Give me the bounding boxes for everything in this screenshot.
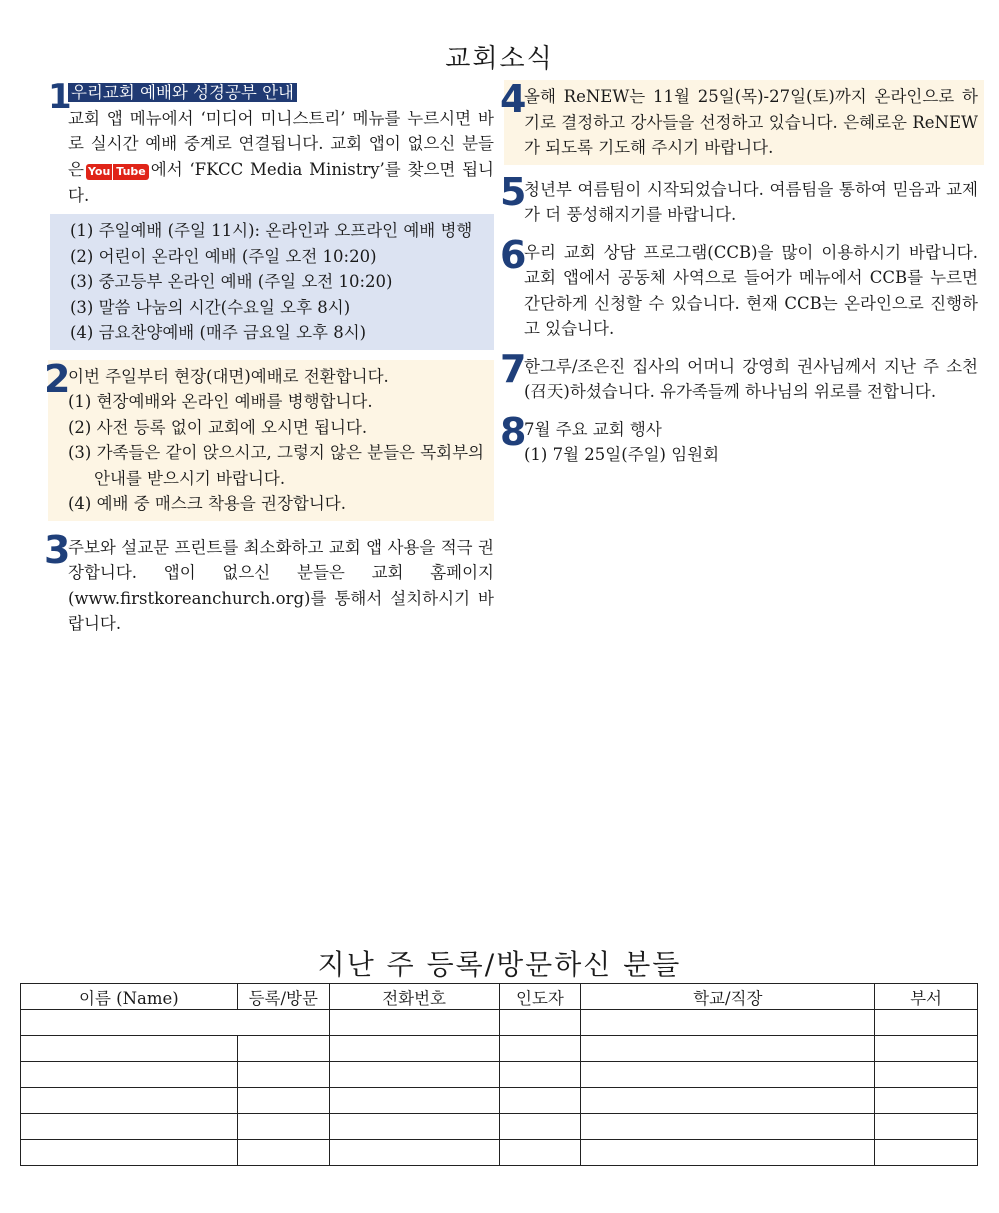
section-number: 6 bbox=[500, 232, 527, 277]
section-body: 한그루/조은진 집사의 어머니 강영희 권사님께서 지난 주 소천(召天)하셨습니다. 유가족들께 하나님의 위로를 전합니다. bbox=[524, 356, 978, 401]
table-cell bbox=[875, 1062, 978, 1088]
table-cell bbox=[237, 1062, 329, 1088]
section-3 bbox=[44, 527, 494, 637]
section-8 bbox=[500, 409, 984, 468]
table-cell bbox=[237, 1088, 329, 1114]
section-heading: 7월 주요 교회 행사 bbox=[524, 419, 662, 439]
table-cell bbox=[875, 1010, 978, 1036]
section-5 bbox=[500, 169, 984, 228]
table-cell bbox=[581, 1088, 875, 1114]
section-body: 우리 교회 상담 프로그램(CCB)을 많이 이용하시기 바랍니다. 교회 앱에서 공동체 사역으로 들어가 메뉴에서 CCB를 누르면 간단하게 신청할 수 있습니다. 현재 CCB는 온라인으로 진행하고 있습니다. bbox=[524, 242, 978, 338]
right-column bbox=[500, 77, 984, 468]
section-number: 3 bbox=[44, 527, 71, 572]
table-row bbox=[21, 1114, 978, 1140]
column-header: 전화번호 bbox=[329, 984, 499, 1010]
list-item: (1) 주일예배 (주일 11시): 온라인과 오프라인 예배 병행 bbox=[70, 221, 473, 241]
table-cell bbox=[581, 1062, 875, 1088]
table-cell bbox=[21, 1114, 238, 1140]
table-cell bbox=[499, 1062, 581, 1088]
section-1 bbox=[48, 77, 494, 350]
table-cell bbox=[581, 1010, 875, 1036]
section-6 bbox=[500, 232, 984, 342]
column-header: 부서 bbox=[875, 984, 978, 1010]
column-header: 등록/방문 bbox=[237, 984, 329, 1010]
page-title: 교회소식 bbox=[445, 44, 554, 74]
table-cell bbox=[499, 1114, 581, 1140]
section-body: 주보와 설교문 프린트를 최소화하고 교회 앱 사용을 적극 권장합니다. 앱이 없으신 분들은 교회 홈페이지(www.firstkoreanchurch.org)를 통해서 설치하시기 바랍니다. bbox=[68, 537, 494, 634]
section-heading: 이번 주일부터 현장(대면)예배로 전환합니다. bbox=[68, 366, 389, 386]
table-cell bbox=[499, 1088, 581, 1114]
list-item: (2) 사전 등록 없이 교회에 오시면 됩니다. bbox=[68, 417, 368, 437]
table-cell bbox=[329, 1010, 499, 1036]
list-item: (2) 어린이 온라인 예배 (주일 오전 10:20) bbox=[70, 246, 377, 266]
section-4 bbox=[500, 77, 984, 165]
section-number: 4 bbox=[500, 77, 527, 121]
section-number: 1 bbox=[48, 77, 72, 117]
youtube-logo-icon: You Tube bbox=[86, 157, 149, 183]
table-cell bbox=[21, 1036, 238, 1062]
section-body: 올해 ReNEW는 11월 25일(목)-27일(토)까지 온라인으로 하기로 결정하고 강사들을 선정하고 있습니다. 은혜로운 ReNEW가 되도록 기도해 주시기 바랍니다. bbox=[524, 87, 978, 157]
table-header-row bbox=[21, 984, 978, 1010]
table-cell bbox=[581, 1114, 875, 1140]
table-cell bbox=[329, 1088, 499, 1114]
section-7 bbox=[500, 346, 984, 405]
list-item: (4) 금요찬양예배 (매주 금요일 오후 8시) bbox=[70, 323, 367, 343]
column-header: 학교/직장 bbox=[581, 984, 875, 1010]
table-cell bbox=[499, 1140, 581, 1166]
section-number: 7 bbox=[500, 346, 527, 391]
list-item: (3) 가족들은 같이 앉으시고, 그렇지 않은 분들은 목회부의 안내를 받으시기 바랍니다. bbox=[68, 443, 484, 488]
table-row bbox=[21, 1062, 978, 1088]
table-cell bbox=[499, 1036, 581, 1062]
section-number: 2 bbox=[44, 356, 71, 401]
table-cell bbox=[329, 1114, 499, 1140]
table-cell bbox=[237, 1140, 329, 1166]
table-cell bbox=[329, 1140, 499, 1166]
registration-table bbox=[20, 983, 978, 1166]
table-cell bbox=[21, 1062, 238, 1088]
worship-schedule-box bbox=[50, 214, 494, 350]
list-item: (3) 말씀 나눔의 시간(수요일 오후 8시) bbox=[70, 297, 351, 317]
table-row bbox=[21, 1036, 978, 1062]
section-2 bbox=[44, 356, 494, 521]
list-item: (1) 7월 25일(주일) 임원회 bbox=[524, 445, 720, 464]
table-cell bbox=[21, 1010, 330, 1036]
list-item: (3) 중고등부 온라인 예배 (주일 오전 10:20) bbox=[70, 272, 393, 292]
table-cell bbox=[21, 1088, 238, 1114]
table-cell bbox=[875, 1114, 978, 1140]
table-row bbox=[21, 1088, 978, 1114]
section-number: 5 bbox=[500, 169, 527, 214]
table-row bbox=[21, 1140, 978, 1166]
table-cell bbox=[329, 1036, 499, 1062]
table-cell bbox=[329, 1062, 499, 1088]
table-cell bbox=[581, 1036, 875, 1062]
left-column bbox=[44, 77, 494, 637]
section-number: 8 bbox=[500, 409, 527, 454]
table-cell bbox=[875, 1088, 978, 1114]
section-body: 교회 앱 메뉴에서 ‘미디어 미니스트리’ 메뉴를 누르시면 바로 실시간 예배 중계로 연결됩니다. 교회 앱이 없으신 분들은 You Tube 에서 ‘FKCC Media Ministry’를 찾으면 됩니다. bbox=[68, 108, 494, 205]
table-cell bbox=[237, 1114, 329, 1140]
table-cell bbox=[581, 1140, 875, 1166]
column-header: 인도자 bbox=[499, 984, 581, 1010]
section-body: 청년부 여름팀이 시작되었습니다. 여름팀을 통하여 믿음과 교제가 더 풍성해지기를 바랍니다. bbox=[524, 179, 978, 224]
list-item: (1) 현장예배와 온라인 예배를 병행합니다. bbox=[68, 392, 373, 412]
section-heading: 우리교회 예배와 성경공부 안내 bbox=[68, 83, 297, 102]
table-cell bbox=[21, 1140, 238, 1166]
table-cell bbox=[237, 1036, 329, 1062]
table-cell bbox=[875, 1036, 978, 1062]
table-row bbox=[21, 1010, 978, 1036]
table-cell bbox=[499, 1010, 581, 1036]
registration-title: 지난 주 등록/방문하신 분들 bbox=[317, 948, 682, 981]
column-header: 이름 (Name) bbox=[21, 984, 238, 1010]
table-cell bbox=[875, 1140, 978, 1166]
list-item: (4) 예배 중 매스크 착용을 권장합니다. bbox=[68, 494, 346, 514]
